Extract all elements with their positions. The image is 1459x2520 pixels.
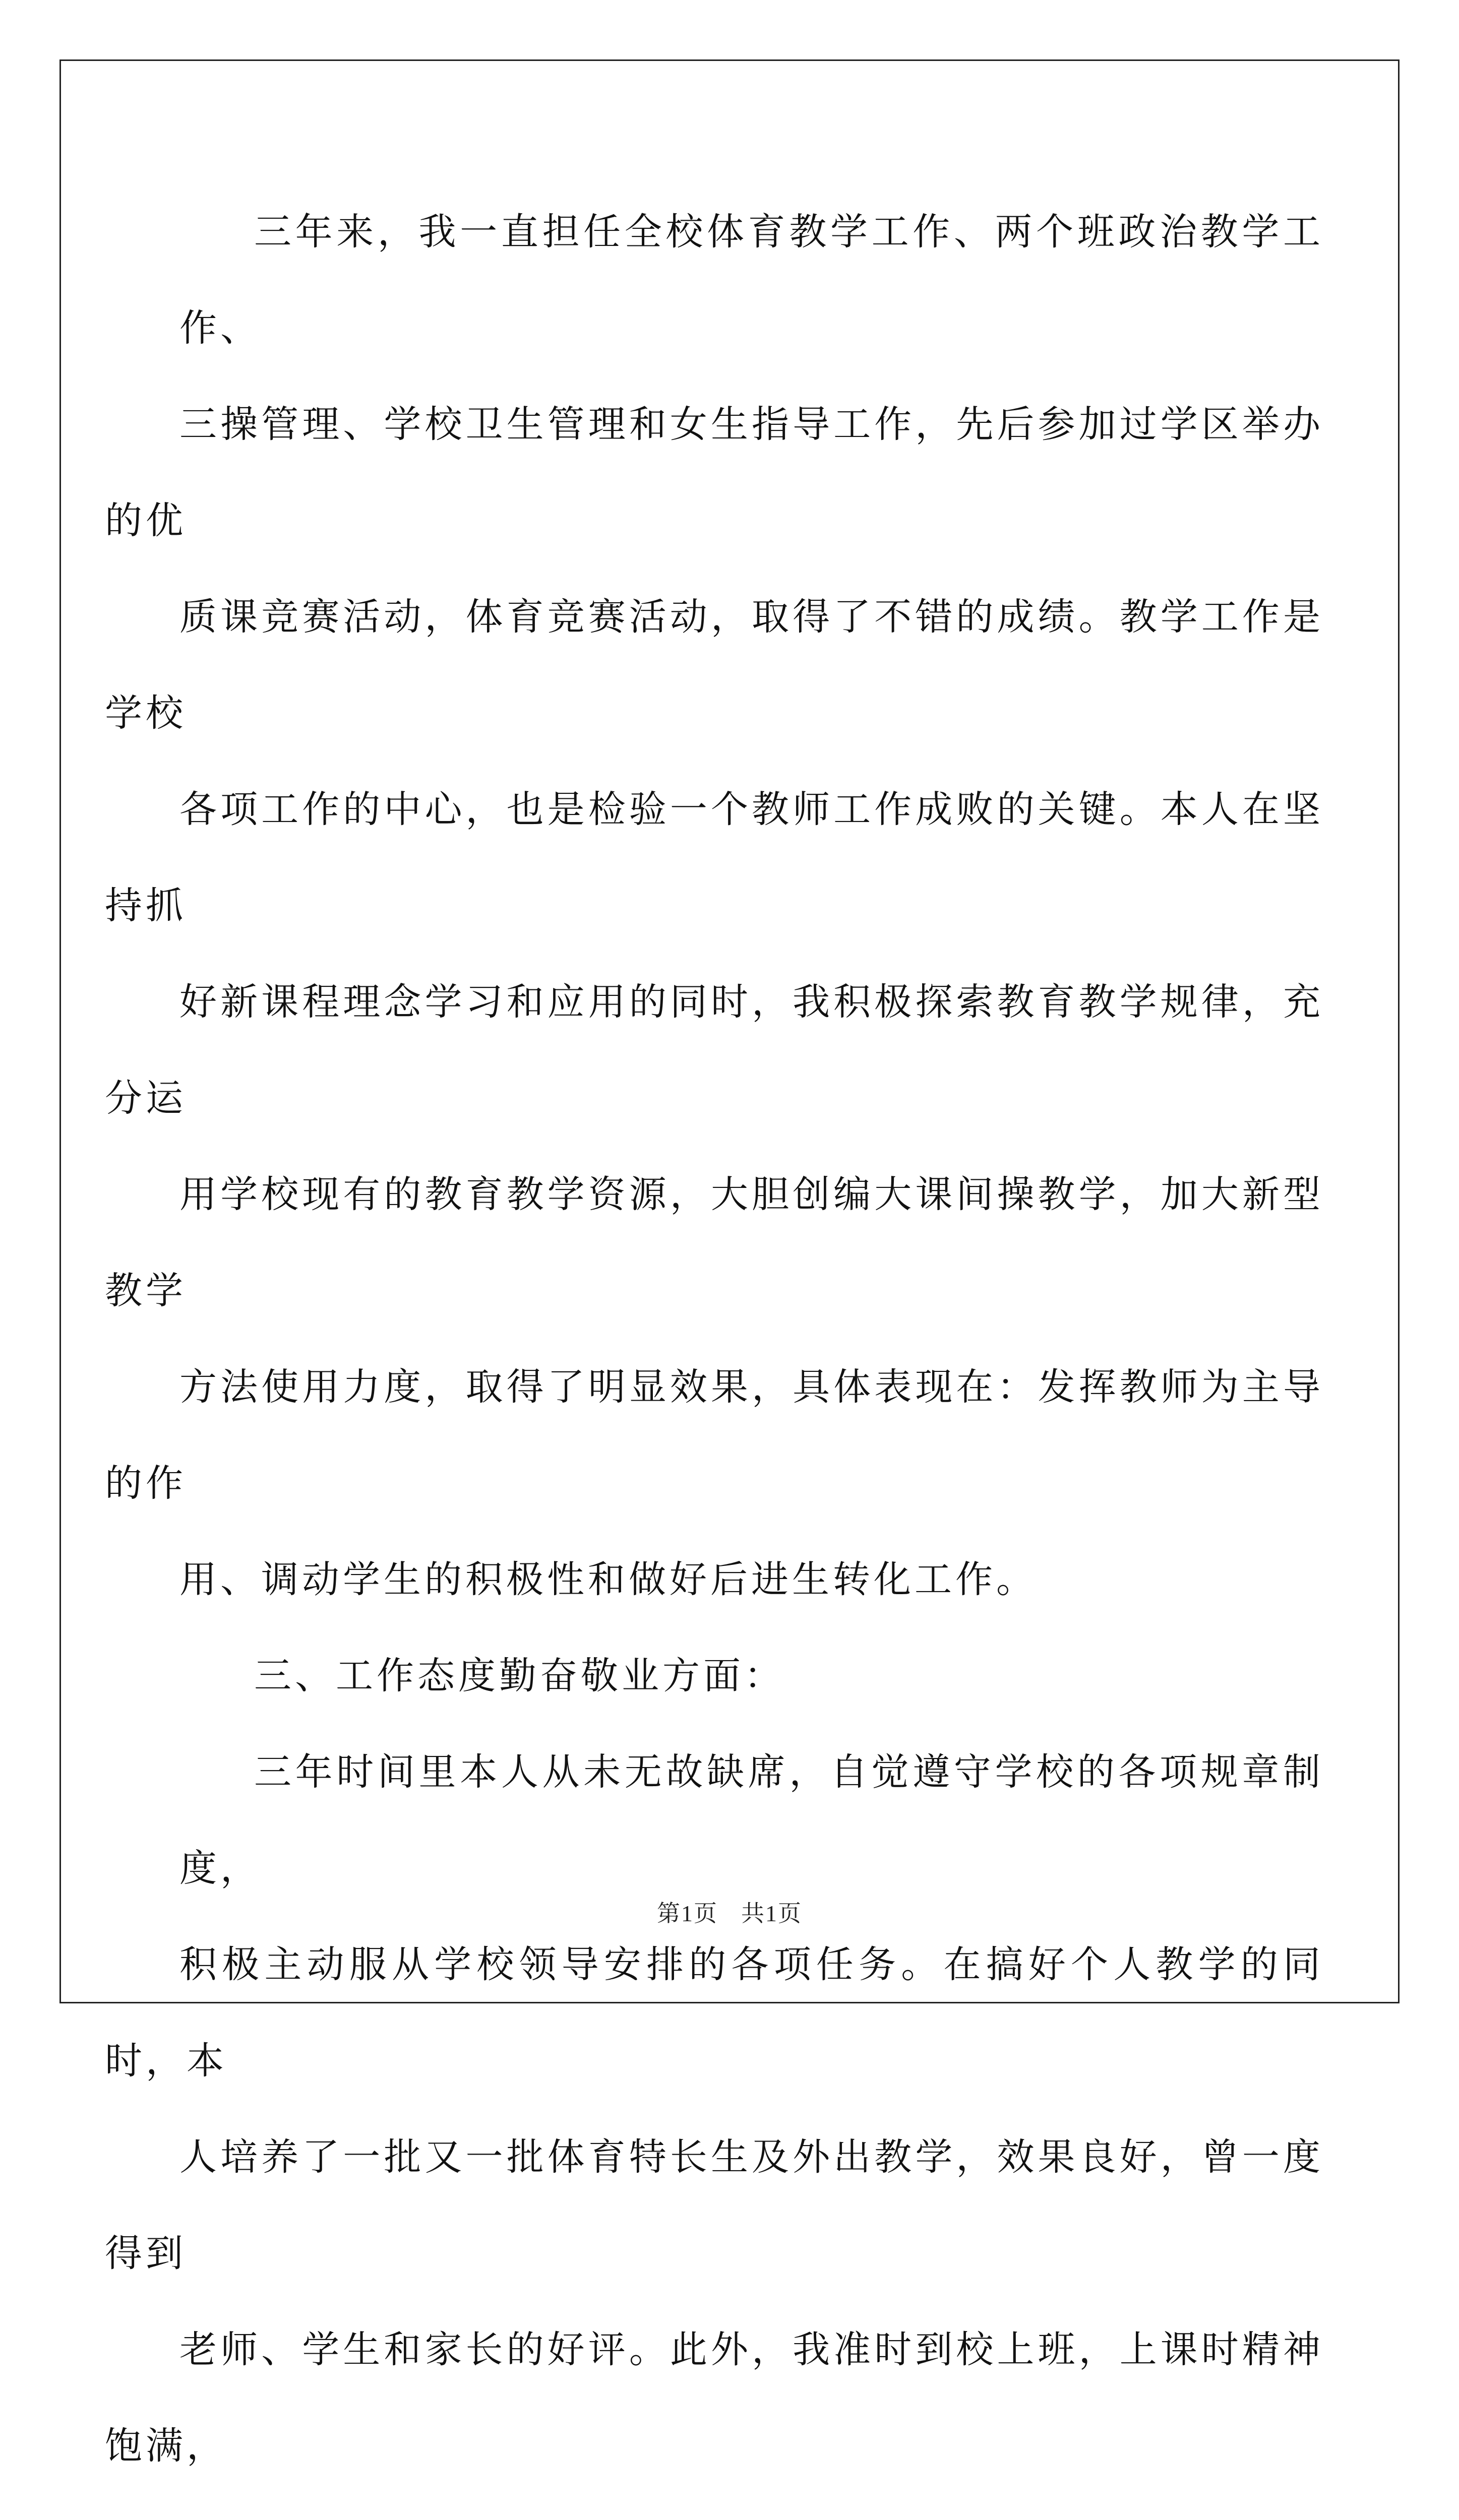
paragraph-1	[105, 184, 1324, 1628]
text-line: 人培养了一批又一批体育特长生及外出教学，效果良好，曾一度得到	[105, 2135, 1324, 2275]
text-line: 用学校现有的教育教学资源，大胆创编大课间操教学，加大新型教学	[105, 1173, 1324, 1312]
text-line	[105, 2494, 1324, 2520]
paragraph-2	[105, 1724, 1324, 2520]
page-number: 第1页	[657, 1901, 718, 1926]
document-body	[105, 184, 1324, 2520]
text-line: 好新课程理念学习和应用的同时，我积极探索教育教学规律，充分运	[105, 980, 1324, 1120]
text-line: 三操管理、学校卫生管理和女生指导工作，先后参加过学区举办的优	[105, 403, 1324, 542]
text-line: 各项工作的中心，也是检验一个教师工作成败的关键。本人在坚持抓	[105, 788, 1324, 927]
text-line: 质课竞赛活动，体育竞赛活动，取得了不错的成绩。教学工作是学校	[105, 595, 1324, 735]
section-heading	[179, 1628, 1324, 1724]
text-line: 三年时间里本人从未无故缺席，自觉遵守学校的各项规章制度，	[179, 1750, 1324, 1890]
text-line: 老师、学生和家长的好评。此外，我准时到校上班，上课时精神饱满，	[105, 2328, 1324, 2468]
text-line: 用、调动学生的积极性和做好后进生转化工作。	[179, 1558, 1037, 1601]
text-line: 积极主动服从学校领导安排的各项任务。在搞好个人教学的同时，本	[105, 1943, 1324, 2083]
text-line: 三、工作态度勤奋敬业方面：	[254, 1654, 785, 1697]
text-line: 三年来，我一直担任全校体育教学工作、两个班政治教学工作、	[179, 210, 1324, 350]
page-total: 共1页	[741, 1901, 802, 1926]
text-line: 方法使用力度，取得了明显效果，具体表现在：发挥教师为主导的作	[105, 1365, 1324, 1505]
page-footer	[0, 1895, 1459, 1928]
